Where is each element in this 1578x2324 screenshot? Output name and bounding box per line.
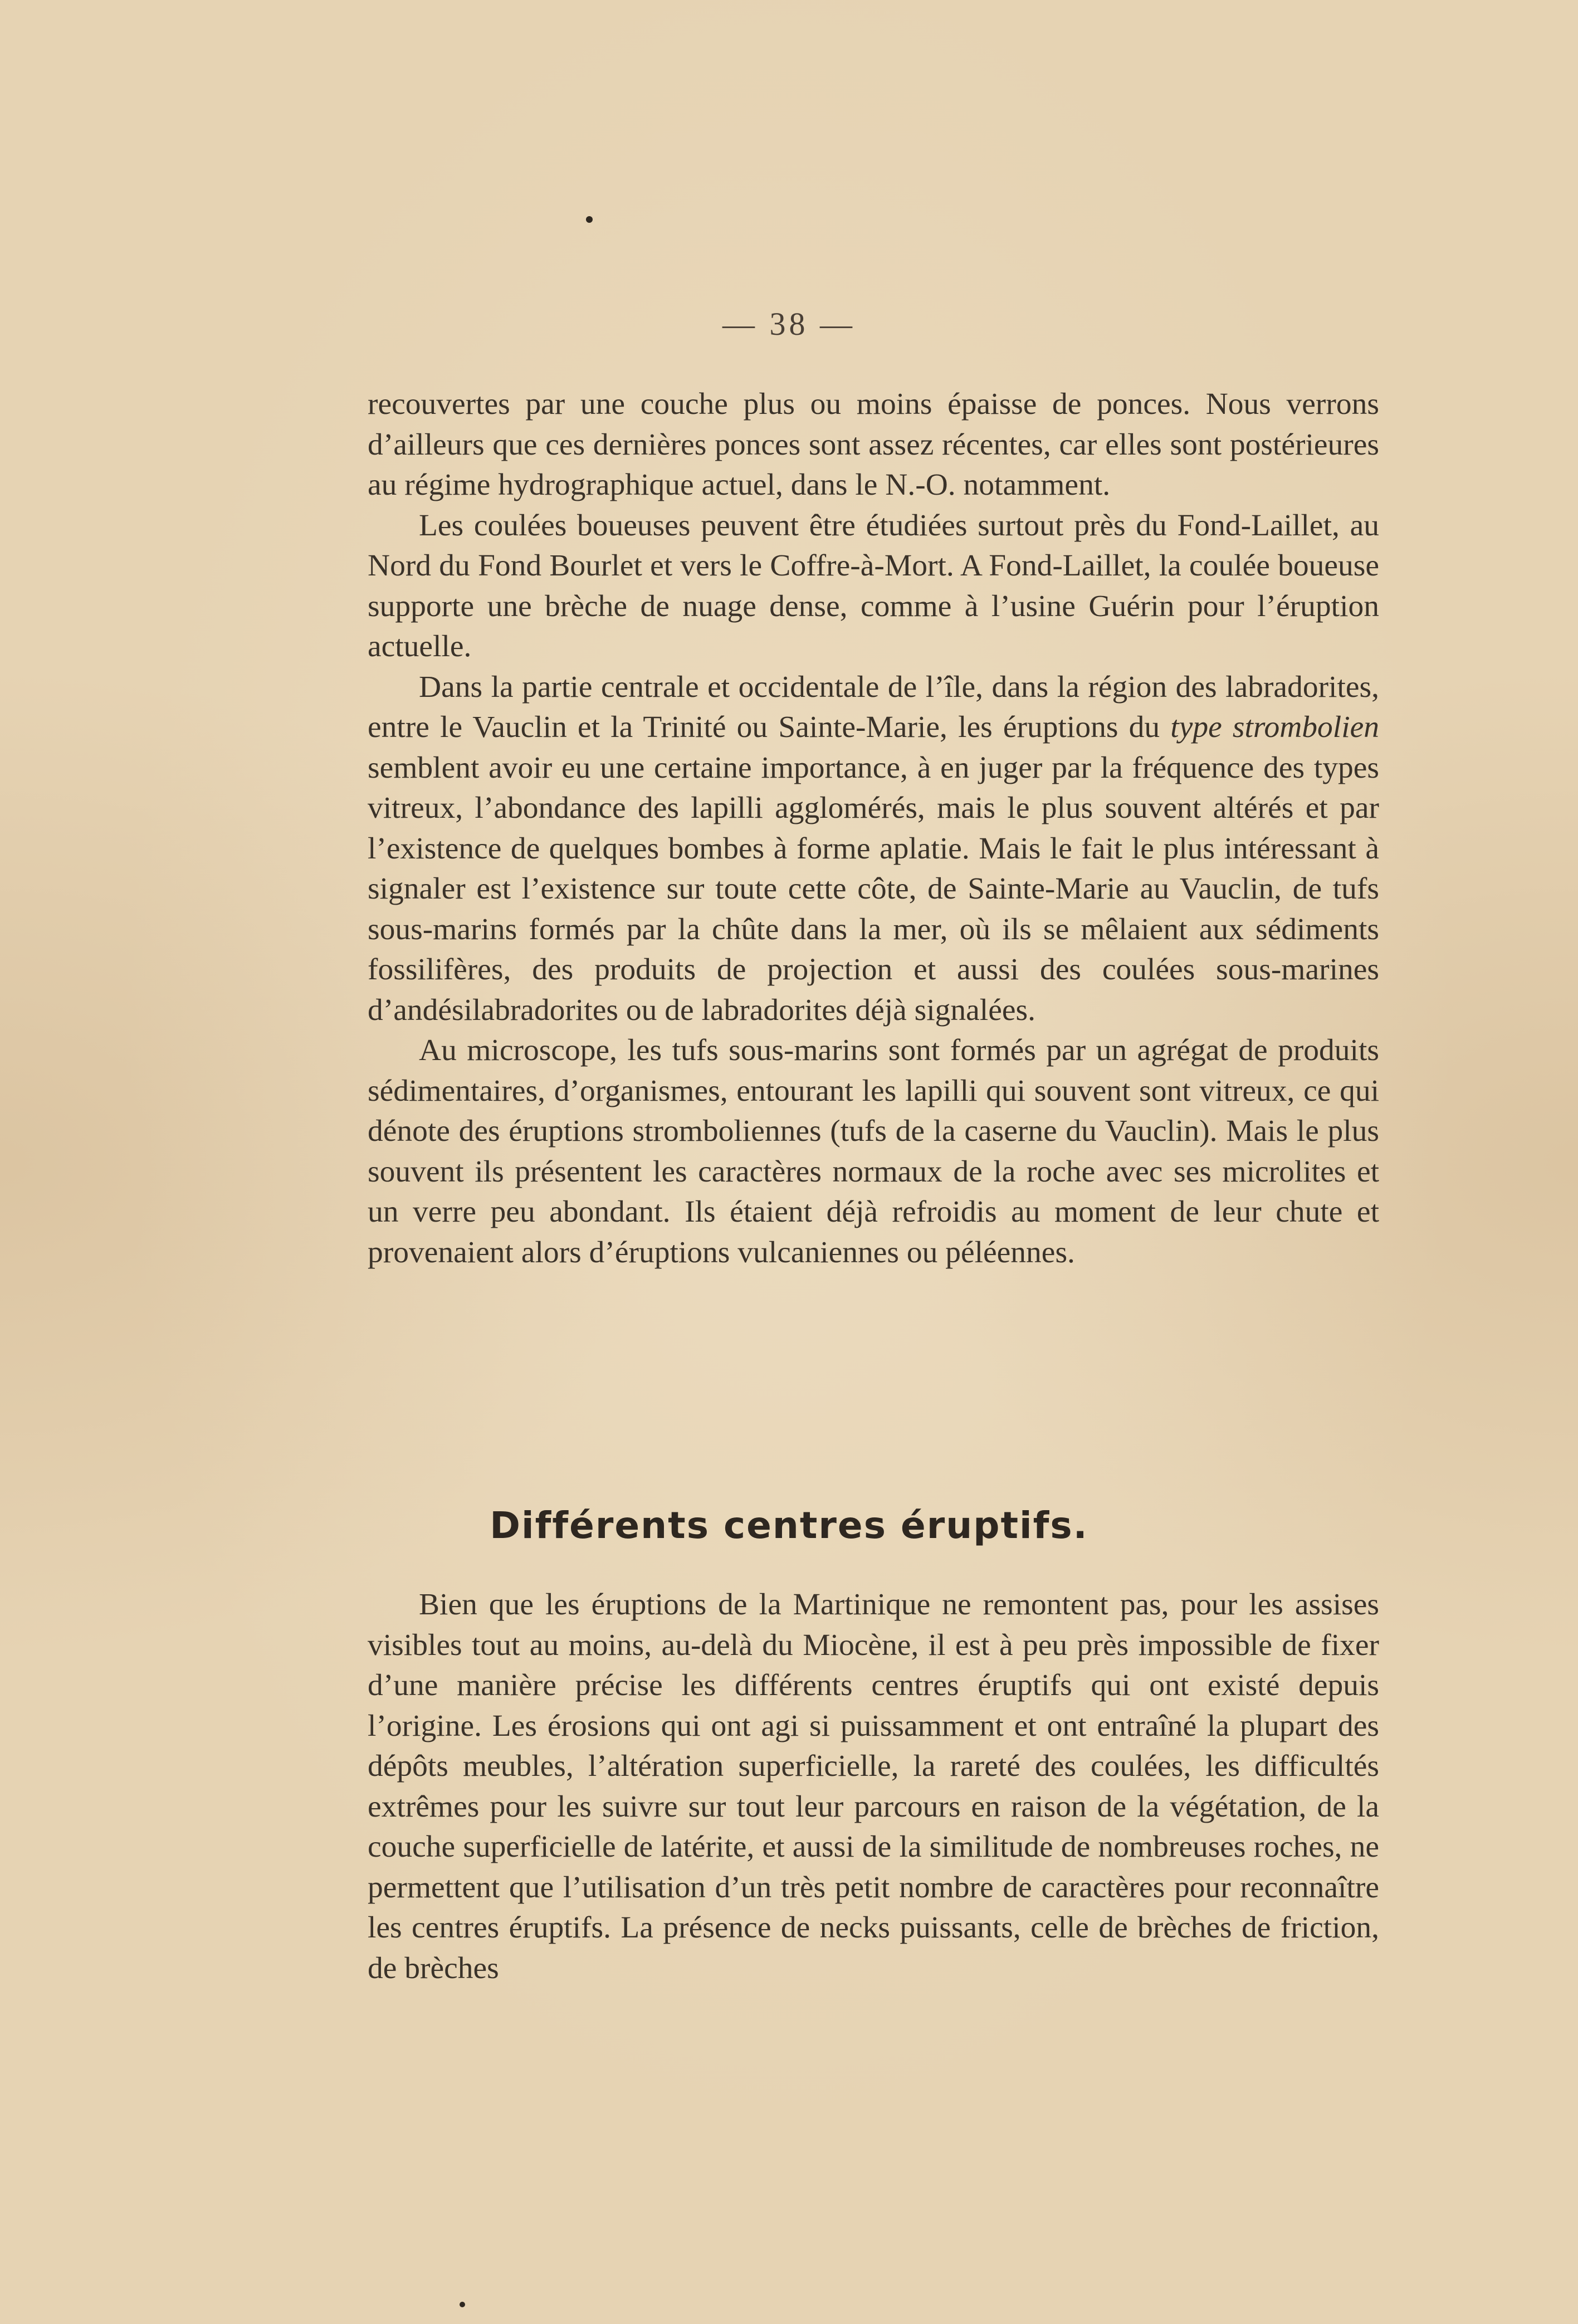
ink-speck — [460, 2302, 465, 2307]
paragraph-coulees-boueuses: Les coulées boueuses peuvent être étudiées surtout près du Fond-Laillet, au Nord du Fond Bourlet et vers le Coffre-à-Mort. A Fond-Laillet, la coulée boueuse supporte une brèche de nuage dense, comme à l’usine Guérin pour l’éruption actuelle. — [368, 508, 1379, 663]
body-text-upper — [368, 384, 1379, 1273]
body-text-lower — [368, 1585, 1379, 1989]
page-number: — 38 — — [722, 306, 856, 342]
paragraph-text-end: semblent avoir eu une certaine importance, à en juger par la fréquence des types vitreux, l’abondance des lapilli agglomérés, mais le plus souvent altérés et par l’existence de quelques bombes à forme aplatie. Mais le fait le plus intéressant à signaler est l’existence sur toute cette côte, de Sainte-Marie au Vauclin, de tufs sous-marins formés par la chûte dans la mer, où ils se mêlaient aux sédiments fossilifères, des produits de projection et aussi des coulées sous-marines d’andésilabradorites ou de labradorites déjà signalées. — [368, 750, 1379, 1027]
section-heading: Différents centres éruptifs. — [490, 1504, 1088, 1547]
paragraph-type-strombolien — [368, 667, 1379, 1031]
paragraph-text-start: Dans la partie centrale et occidentale de l’île, dans la région des labradorites, entre le Vauclin et la Trinité ou Sainte-Marie, les éruptions du — [368, 670, 1379, 744]
paragraph-microscope: Au microscope, les tufs sous-marins sont formés par un agrégat de produits sédimentaires, d’organismes, entourant les lapilli qui souvent sont vitreux, ce qui dénote des éruptions stromboliennes (tufs de la caserne du Vauclin). Mais le plus souvent ils présentent les caractères normaux de la roche avec ses microlites et un verre peu abondant. Ils étaient déjà refroidis au moment de leur chute et provenaient alors d’éruptions vulcaniennes ou péléennes. — [368, 1033, 1379, 1270]
paragraph-continued: recouvertes par une couche plus ou moins épaisse de ponces. Nous verrons d’ailleurs que ces dernières ponces sont assez récentes, car elles sont postérieures au régime hydrographique actuel, dans le N.-O. notamment. — [368, 387, 1379, 502]
paragraph-centres-eruptifs: Bien que les éruptions de la Martinique ne remontent pas, pour les assises visibles tout au moins, au-delà du Miocène, il est à peu près impossible de fixer d’une manière précise les différents centres éruptifs qui ont existé depuis l’origine. Les érosions qui ont agi si puissamment et ont entraîné la plupart des dépôts meubles, l’altération superficielle, la rareté des coulées, les difficultés extrêmes pour les suivre sur tout leur parcours en raison de la végétation, de la couche superficielle de latérite, et aussi de la similitude de nombreuses roches, ne permettent que l’utilisation d’un très petit nombre de caractères pour reconnaître les centres éruptifs. La présence de necks puissants, celle de brèches de friction, de brèches — [368, 1588, 1379, 1985]
italic-term: type strombolien — [1170, 710, 1379, 744]
ink-speck — [586, 216, 593, 223]
